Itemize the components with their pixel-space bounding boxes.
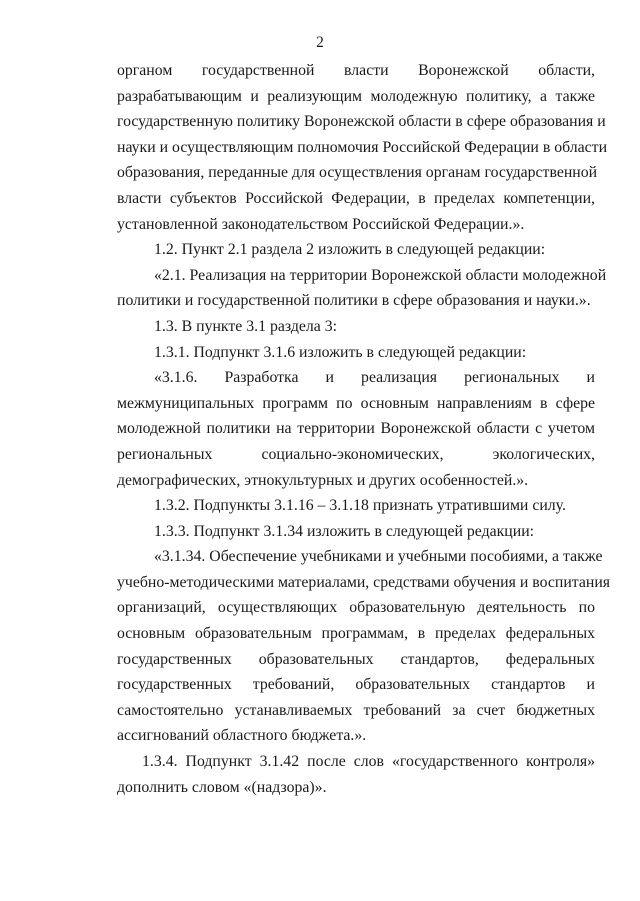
text-line: образования, переданные для осуществления органам государственной [117, 164, 598, 182]
text-line: государственную политику Воронежской области в сфере образования и [117, 113, 606, 131]
text-line: 1.3.1. Подпункт 3.1.6 изложить в следующей редакции: [154, 343, 527, 361]
text-line: «2.1. Реализация на территории Воронежской области молодежной [154, 266, 607, 284]
text-line: политики и государственной политики в сфере образования и науки.». [117, 292, 591, 310]
text-line: государственных образовательных стандартов, федеральных [117, 650, 595, 668]
text-line: демографических, этнокультурных и других особенностей.». [117, 471, 529, 489]
document-body [117, 58, 611, 800]
text-line: «3.1.6. Разработка и реализация региональных и [154, 369, 595, 387]
text-line: учебно-методическими материалами, средствами обучения и воспитания [117, 573, 611, 591]
paragraph-item-1-2 [117, 237, 595, 263]
paragraph-item-1-3-2 [117, 493, 595, 519]
text-line: 1.3.3. Подпункт 3.1.34 изложить в следующей редакции: [154, 522, 535, 540]
text-line: 1.2. Пункт 2.1 раздела 2 изложить в следующей редакции: [154, 241, 546, 259]
paragraph-item-1-3-4 [117, 749, 595, 800]
text-line: ассигнований областного бюджета.». [117, 727, 367, 745]
text-line: межмуниципальных программ по основным направлениям в сфере [117, 394, 595, 412]
text-line: власти субъектов Российской Федерации, в пределах компетенции, [117, 189, 595, 207]
paragraph-item-1-3 [117, 314, 595, 340]
text-line: региональных социально-экономических, экологических, [117, 445, 595, 463]
text-line: «3.1.34. Обеспечение учебниками и учебными пособиями, а также [154, 548, 603, 566]
text-line: 1.3.2. Подпункты 3.1.16 – 3.1.18 признать утратившими силу. [154, 497, 566, 515]
text-line: 1.3.4. Подпункт 3.1.42 после слов «государственного контроля» [142, 753, 595, 771]
page-number: 2 [316, 34, 324, 51]
paragraph-item-1-3-3 [117, 519, 595, 545]
text-line: самостоятельно устанавливаемых требований за счет бюджетных [117, 701, 595, 719]
paragraph-item-1-3-1 [117, 340, 595, 366]
text-line: органом государственной власти Воронежской области, [117, 62, 595, 79]
text-line: разрабатывающим и реализующим молодежную политику, а также [117, 87, 595, 105]
text-line: 1.3. В пункте 3.1 раздела 3: [154, 317, 338, 335]
paragraph-continuation [117, 58, 608, 237]
text-line: дополнить словом «(надзора)». [117, 778, 327, 796]
paragraph-quote-2-1 [117, 263, 607, 314]
text-line: организаций, осуществляющих образовательную деятельность по [117, 599, 595, 617]
text-line: государственных требований, образовательных стандартов и [117, 676, 595, 694]
text-line: молодежной политики на территории Воронежской области с учетом [117, 420, 595, 438]
paragraph-quote-3-1-6 [117, 365, 595, 493]
text-line: науки и осуществляющим полномочия Российской Федерации в области [117, 138, 608, 156]
text-line: основным образовательным программам, в пределах федеральных [117, 625, 595, 643]
text-line: установленной законодательством Российской Федерации.». [117, 215, 525, 233]
paragraph-quote-3-1-34 [117, 544, 611, 749]
